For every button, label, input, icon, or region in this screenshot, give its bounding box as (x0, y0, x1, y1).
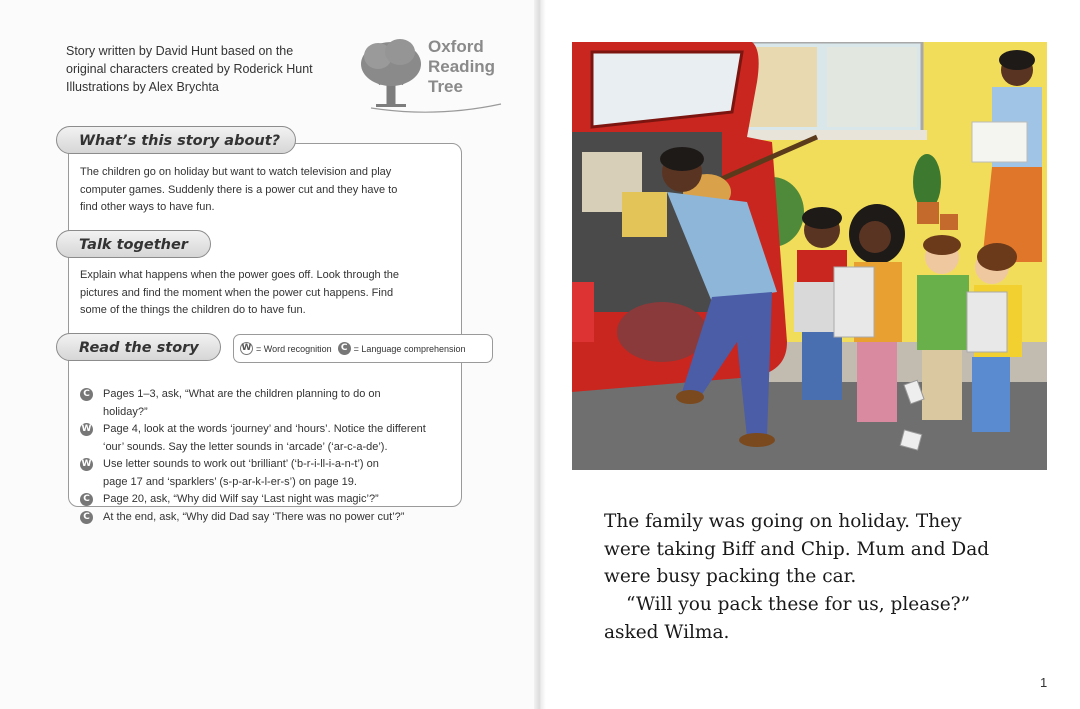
story-line: The family was going on holiday. They (604, 511, 962, 532)
about-line: The children go on holiday but want to watch television and play (80, 166, 392, 178)
word-recognition-badge: W (241, 343, 252, 353)
list-line: holiday?” (103, 405, 148, 418)
credits-line: Illustrations by Alex Brychta (66, 80, 219, 94)
list-line: Use letter sounds to work out ‘brilliant’ (‘b-r-i-ll-i-a-n-t’) on (103, 458, 379, 470)
list-line: ‘our’ sounds. Say the letter sounds in ‘arcade’ (‘ar-c-a-de’). (103, 440, 388, 453)
about-text (80, 164, 397, 217)
about-line: computer games. Suddenly there is a power cut and they have to (80, 183, 398, 196)
comprehension-badge: C (80, 493, 93, 506)
story-line: were busy packing the car. (604, 566, 857, 588)
read-heading: Read the story (56, 333, 221, 361)
comprehension-badge: C (80, 388, 93, 401)
credits (66, 42, 313, 96)
list-item (80, 491, 426, 509)
story-line: “Will you pack these for us, please?” (626, 594, 971, 616)
page-number: 1 (1040, 675, 1048, 690)
talk-line: Explain what happens when the power goes off. Look through the (80, 269, 400, 281)
book-gutter (534, 0, 546, 709)
about-heading: What’s this story about? (56, 126, 296, 154)
story-line: were taking Biff and Chip. Mum and Dad (604, 538, 990, 560)
legend-label: = Language comprehension (353, 343, 466, 354)
talk-heading: Talk together (56, 230, 211, 258)
badge-legend (233, 334, 493, 363)
list-line: Pages 1–3, ask, “What are the children planning to do on (103, 388, 381, 400)
logo-line: Tree (428, 77, 463, 96)
list-line: Page 20, ask, “Why did Wilf say ‘Last night was magic’?” (103, 493, 379, 505)
talk-line: some of the things the children do to have fun. (80, 304, 306, 316)
word-badge: W (81, 424, 92, 434)
story-line: asked Wilma. (604, 621, 730, 643)
list-line: Page 4, look at the words ‘journey’ and ‘hours’. Notice the different (103, 423, 426, 435)
logo-line: Reading (428, 57, 496, 76)
read-story-list (80, 386, 426, 526)
legend-label: = Word recognition (256, 343, 332, 354)
language-comprehension-badge: C (338, 342, 351, 355)
list-item (80, 421, 426, 456)
talk-text (80, 267, 399, 320)
story-text (604, 508, 1024, 647)
list-item (80, 509, 426, 527)
talk-line: pictures and find the moment when the power cut happens. Find (80, 286, 394, 299)
list-item (80, 386, 426, 421)
credits-line: original characters created by Roderick Hunt (66, 62, 313, 76)
comprehension-badge: C (80, 511, 93, 524)
word-badge: W (81, 459, 92, 469)
list-item (80, 456, 426, 491)
story-illustration (572, 42, 1047, 470)
logo-swoosh (366, 98, 516, 118)
about-line: find other ways to have fun. (80, 201, 215, 213)
list-line: At the end, ask, “Why did Dad say ‘There was no power cut’?” (103, 510, 405, 523)
list-line: page 17 and ‘sparklers’ (s-p-ar-k-l-er-s’) on page 19. (103, 475, 357, 488)
logo-line: Oxford (428, 37, 484, 56)
oxford-reading-tree-logo (356, 34, 506, 114)
logo-text (428, 37, 495, 97)
credits-line: Story written by David Hunt based on the (66, 44, 294, 58)
